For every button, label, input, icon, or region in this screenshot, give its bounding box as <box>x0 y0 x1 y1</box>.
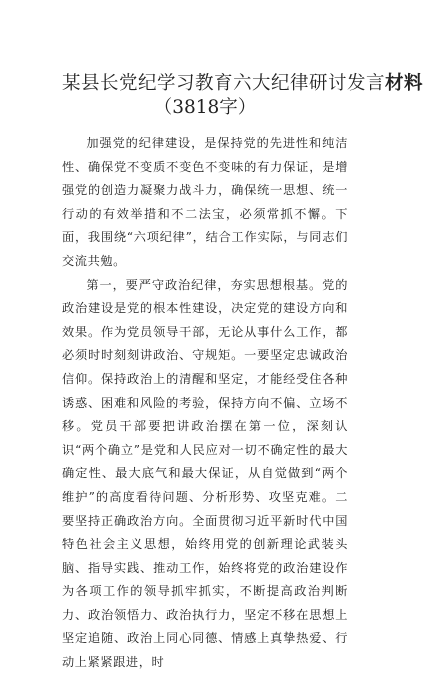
document-subtitle: （3818字） <box>153 97 257 118</box>
paragraph-intro: 加强党的纪律建设，是保持党的先进性和纯洁性、确保党不变质不变色不变味的有力保证，是增强党的创造力凝聚力战斗力，确保统一思想、统一行动的有效举措和不二法宝，必须常抓不懈。下面，我围绕“六项纪律”，结合工作实际，与同志们交流共勉。 <box>62 136 348 268</box>
title-main: 某县长党纪学习教育六大纪律研讨发言 <box>62 73 386 94</box>
document-title <box>62 72 423 96</box>
paragraph-first-discipline: 第一，要严守政治纪律，夯实思想根基。党的政治建设是党的根本性建设，决定党的建设方向和效果。作为党员领导干部，无论从事什么工作，都必须时时刻刻讲政治、守规矩。一要坚定忠诚政治信仰。保持政治上的清醒和坚定，才能经受住各种诱惑、困难和风险的考验，保持方向不偏、立场不移。党员干部要把讲政治摆在第一位，深刻认识“两个确立”是党和人民应对一切不确定性的最大确定性、最大底气和最大保证，从自觉做到“两个维护”的高度看待问题、分析形势、攻坚克难。二要坚持正确政治方向。全面贯彻习近平新时代中国特色社会主义思想，始终用党的创新理论武装头脑、指导实践、推动工作，始终将党的政治建设作为各项工作的领导抓牢抓实，不断提高政治判断力、政治领悟力、政治执行力，坚定不移在思想上坚定追随、政治上同心同德、情感上真挚热爱、行动上紧紧跟进，时 <box>62 277 348 670</box>
title-bold: 材料 <box>385 73 423 94</box>
